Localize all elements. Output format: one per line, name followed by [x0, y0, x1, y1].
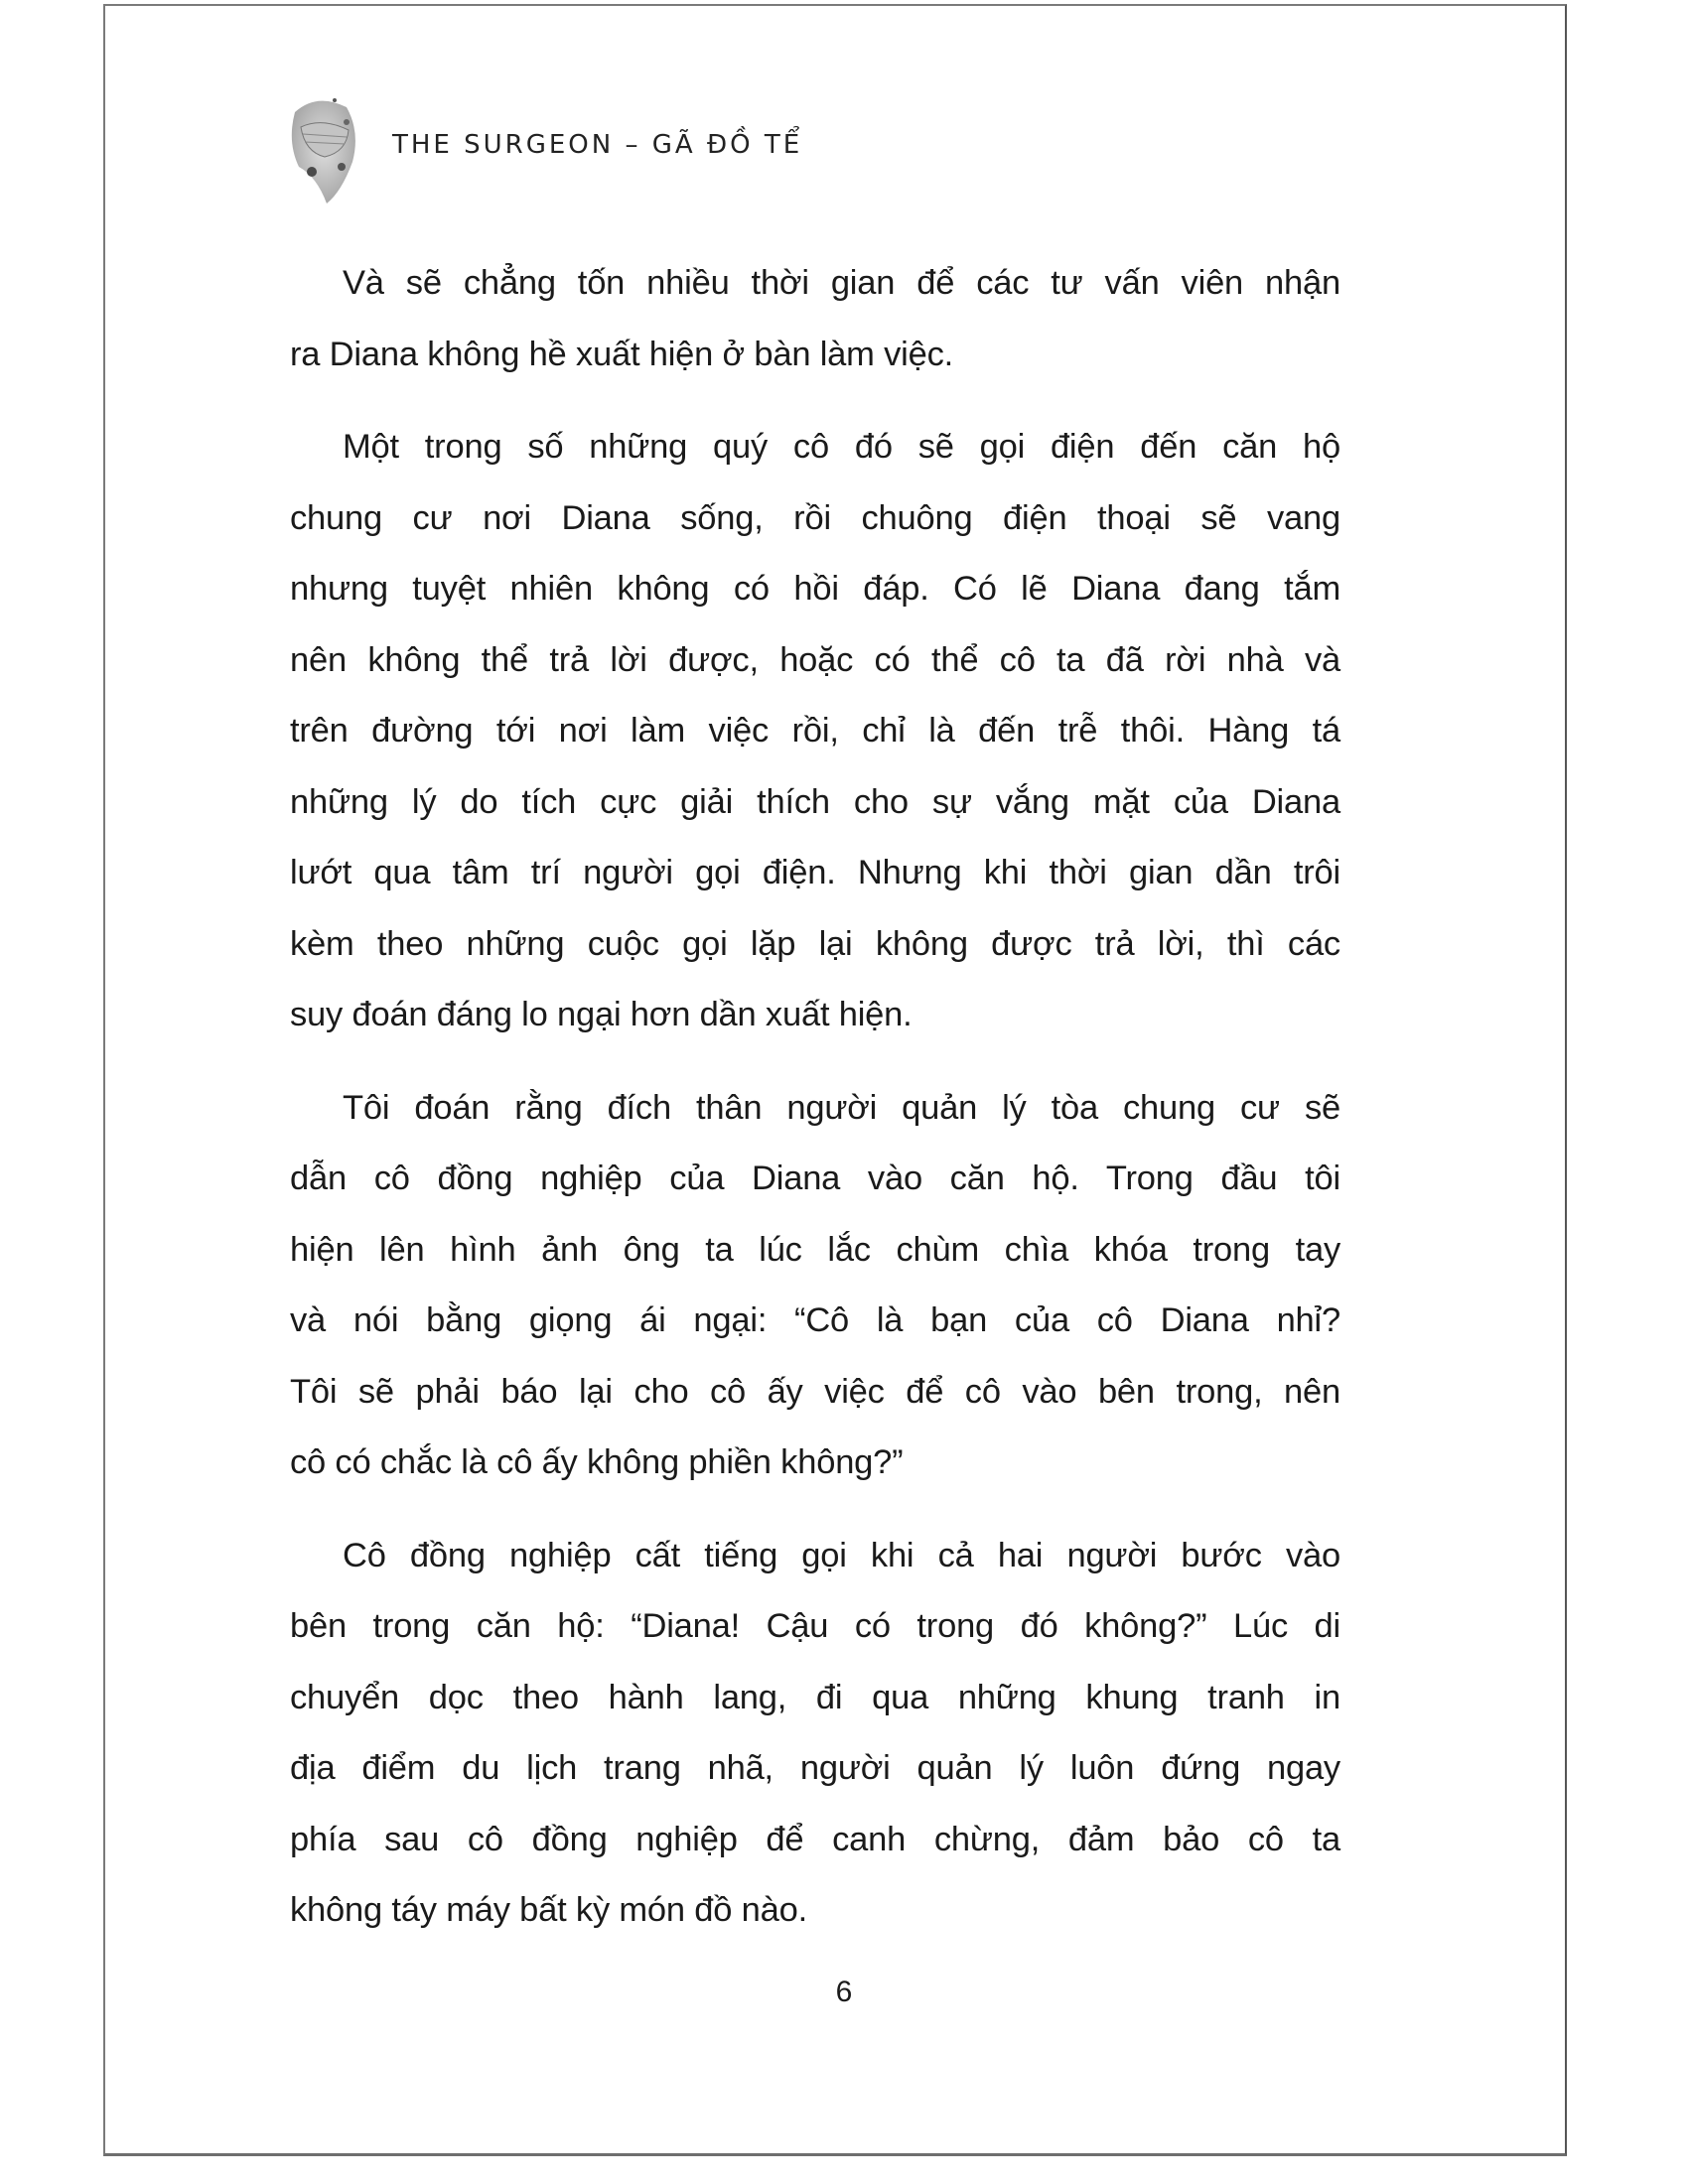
text-line: địa điểm du lịch trang nhã, người quản lý luôn đứng ngay — [290, 1749, 1340, 1787]
text-line: không táy máy bất kỳ món đồ nào. — [290, 1891, 807, 1929]
text-line: suy đoán đáng lo ngại hơn dần xuất hiện. — [290, 996, 913, 1033]
paragraph — [290, 1073, 1340, 1499]
text-line: và nói bằng giọng ái ngại: “Cô là bạn của cô Diana nhỉ? — [290, 1301, 1340, 1339]
paragraph — [290, 248, 1340, 390]
text-line: nhưng tuyệt nhiên không có hồi đáp. Có lẽ Diana đang tắm — [290, 570, 1340, 608]
text-line: Tôi sẽ phải báo lại cho cô ấy việc để cô vào bên trong, nên — [290, 1372, 1340, 1411]
running-header — [287, 82, 802, 206]
text-line: lướt qua tâm trí người gọi điện. Nhưng khi thời gian dần trôi — [290, 854, 1340, 891]
paragraph — [290, 412, 1340, 1051]
body-text — [290, 248, 1340, 1969]
text-line: cô có chắc là cô ấy không phiền không?” — [290, 1443, 904, 1481]
text-line: Cô đồng nghiệp cất tiếng gọi khi cả hai người bước vào — [343, 1536, 1340, 1574]
text-line: chuyển dọc theo hành lang, đi qua những khung tranh in — [290, 1678, 1340, 1716]
text-line: hiện lên hình ảnh ông ta lúc lắc chùm chìa khóa trong tay — [290, 1230, 1340, 1269]
text-line: dẫn cô đồng nghiệp của Diana vào căn hộ. Trong đầu tôi — [290, 1160, 1340, 1197]
text-line: Và sẽ chẳng tốn nhiều thời gian để các tư vấn viên nhận — [343, 264, 1340, 302]
text-line: nên không thể trả lời được, hoặc có thể cô ta đã rời nhà và — [290, 640, 1340, 679]
text-line: bên trong căn hộ: “Diana! Cậu có trong đó không?” Lúc di — [290, 1607, 1340, 1645]
text-line: ra Diana không hề xuất hiện ở bàn làm việc. — [290, 335, 954, 373]
book-title-header: THE SURGEON – GÃ ĐỒ TỂ — [392, 129, 803, 160]
text-line: những lý do tích cực giải thích cho sự vắng mặt của Diana — [290, 782, 1340, 821]
text-line: trên đường tới nơi làm việc rồi, chỉ là đến trễ thôi. Hàng tá — [290, 712, 1340, 750]
text-line: kèm theo những cuộc gọi lặp lại không được trả lời, thì các — [290, 924, 1340, 963]
paragraph — [290, 1521, 1340, 1947]
text-line: Tôi đoán rằng đích thân người quản lý tòa chung cư sẽ — [343, 1088, 1340, 1127]
surgical-mask-emblem-icon — [287, 82, 362, 206]
text-line: phía sau cô đồng nghiệp để canh chừng, đảm bảo cô ta — [290, 1820, 1340, 1858]
page-number: 6 — [835, 1976, 853, 2008]
text-line: Một trong số những quý cô đó sẽ gọi điện đến căn hộ — [343, 428, 1340, 466]
text-line: chung cư nơi Diana sống, rồi chuông điện thoại sẽ vang — [290, 498, 1340, 537]
